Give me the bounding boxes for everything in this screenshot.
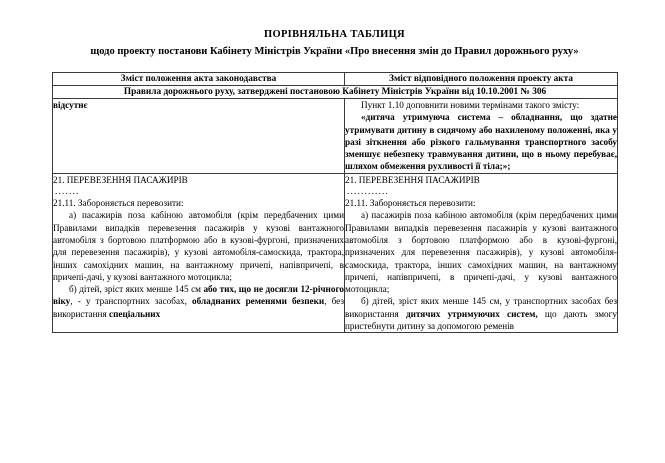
amendment-definition: «дитяча утримуюча система – обладнання, що здатне утримувати дитину в сидячому або нахиленому положенні, яка у разі зіткнення або різкого гальмування транспортного засобу зменшує небезпеку травмування дитини, що в ньому перебуває, шляхом обмеження рухливості її тіла;»; [345,112,617,172]
clause-b-left-t1: б) дітей, зріст яких менше 145 см [69,284,204,295]
regulation-reference: Правила дорожнього руху, затверджені постановою Кабінету Міністрів України від 10.10.2001 № 306 [53,86,618,99]
page-subtitle: щодо проекту постанови Кабінету Міністрів України «Про внесення змін до Правил дорожнього руху» [90,46,579,57]
clause-b-left-t2: , - у транспортних засобах, [70,296,193,307]
clause-b-right-b1: дитячих утримуючих систем, [405,308,538,319]
document-title-block [52,28,617,59]
row-2-right-cell [345,173,618,333]
table-spanning-row [53,86,618,99]
comparison-table [52,72,618,333]
clause-b-left-b1: або тих, що не досягли 12-річного віку [53,284,344,307]
column-header-right: Зміст відповідного положення проекту акта [345,73,618,86]
clause-b-left-b2: обладнаних ременями безпеки [192,296,325,307]
ellipsis-marker-right: ............ [347,186,389,197]
clause-a-right: а) пасажирів поза кабіною автомобіля (крім передбачених цими Правилами випадків перевезення пасажирів у кузові вантажного автомобіля з бортовою платформою або в кузові-фургоні, призначених для перевезення пасажирів), у кузові автомобіля-самоскида, трактора, інших самохідних машин, на вантажному причепі, напівпричепі, в причепі-дачі, у кузові вантажного мотоцикла; [345,210,617,295]
row-1-left-cell [53,99,345,174]
clause-b-left-b3: спеціальних [109,308,161,319]
row-1-right-cell [345,99,618,174]
table-row [53,173,618,333]
clause-b-right-t1: б) дітей, зріст яких менше 145 см, у транспортних засобах без використання [345,296,617,319]
section-heading-right: 21. ПЕРЕВЕЗЕННЯ ПАСАЖИРІВ [345,174,480,185]
table-row [53,99,618,174]
clause-b-right [345,295,617,332]
section-heading-left: 21. ПЕРЕВЕЗЕННЯ ПАСАЖИРІВ [53,174,188,185]
clause-b-left [53,283,344,320]
clause-a-left: а) пасажирів поза кабіною автомобіля (крім передбачених цими Правилами випадків перевезення пасажирів у кузові вантажного автомобіля з бортовою платформою або в кузові-фургоні, призначених для перевезення пасажирів), у кузові автомобіля-самоскида, трактора, інших самохідних машин, на вантажному причепі, напівпричепі, в причепі-дачі, у кузові вантажного мотоцикла; [53,210,344,282]
clause-b-left-t3: , без використання [53,296,344,319]
amendment-intro: Пункт 1.10 доповнити новими термінами такого змісту: [361,100,580,110]
clause-b-right-t2: що дають змогу пристебнути дитину за допомогою ременів [345,308,617,332]
table-header-row [53,73,618,86]
clause-number-right: 21.11. Забороняється перевозити: [345,198,476,209]
column-header-left: Зміст положення акта законодавства [53,73,345,86]
page-title: ПОРІВНЯЛЬНА ТАБЛИЦЯ [264,29,405,40]
absent-marker: відсутнє [53,100,88,110]
ellipsis-marker-left: ....... [55,186,80,197]
clause-number-left: 21.11. Забороняється перевозити: [53,198,184,209]
row-2-left-cell [53,173,345,333]
